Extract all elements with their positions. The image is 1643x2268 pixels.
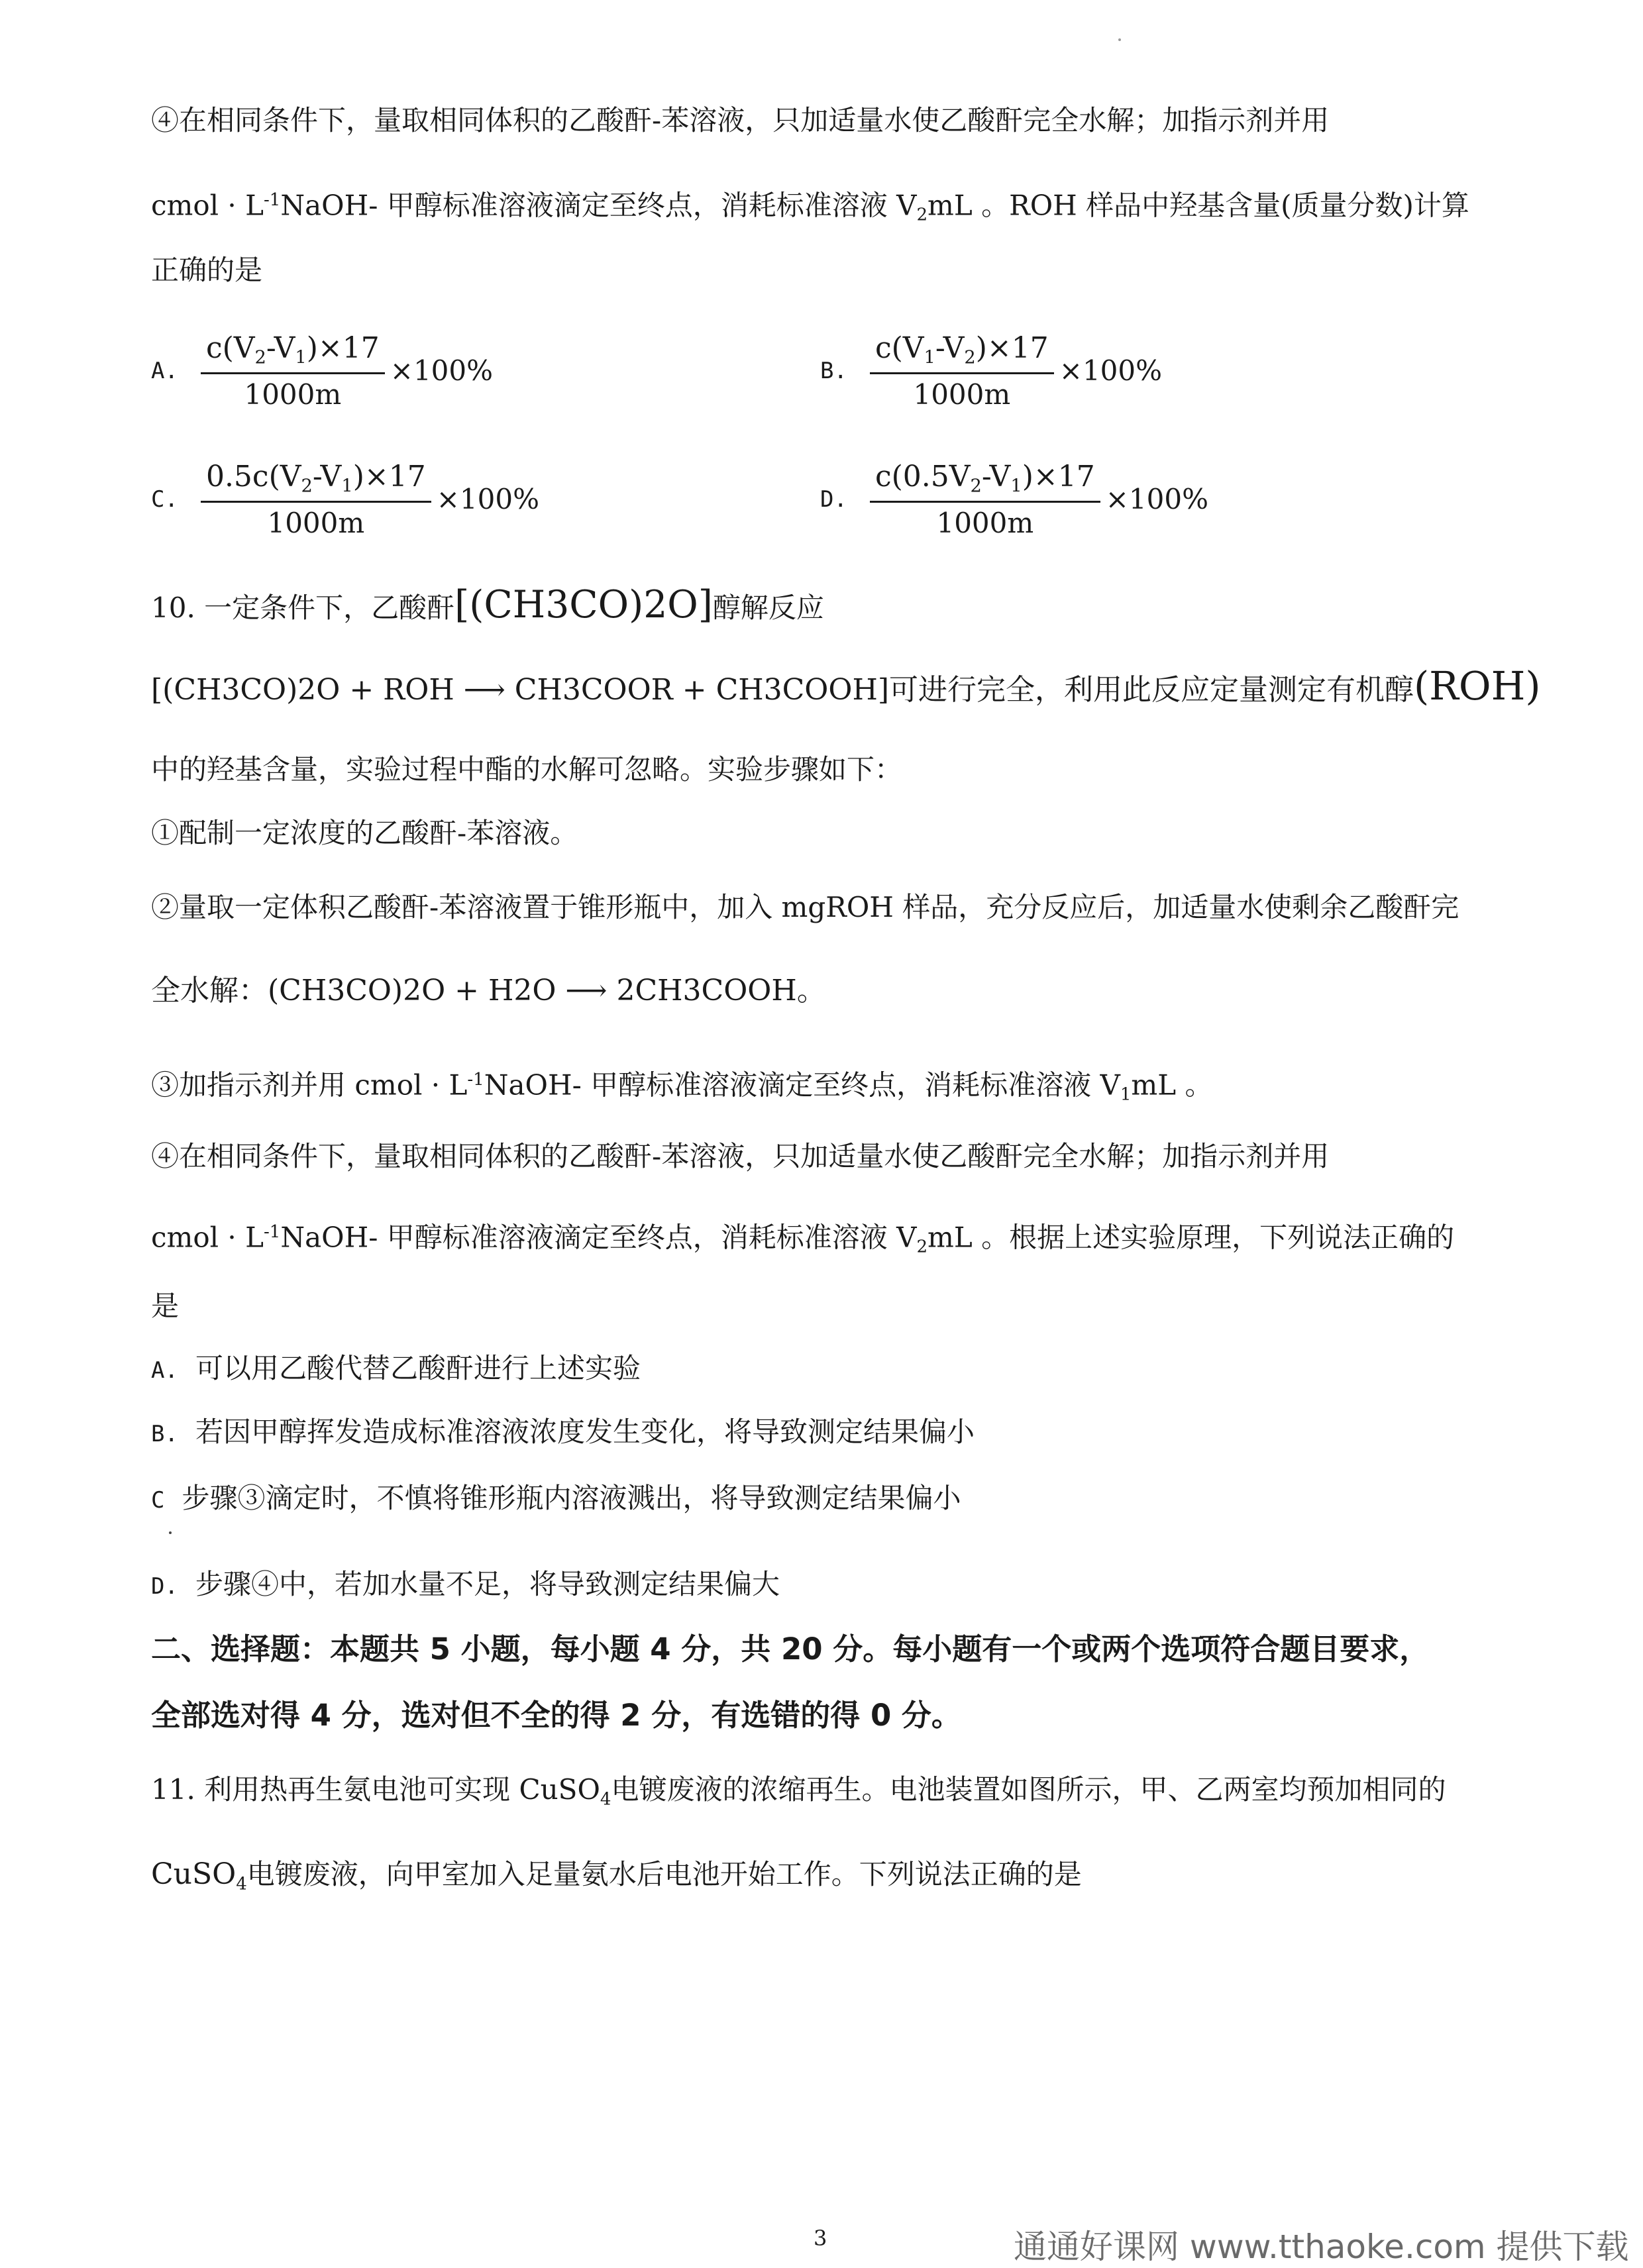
subscript: 2 bbox=[964, 347, 976, 368]
section2-heading-line2: 全部选对得 4 分，选对但不全的得 2 分，有选错的得 0 分。 bbox=[151, 1698, 961, 1733]
numerator bbox=[201, 460, 431, 503]
numerator-text: -V bbox=[266, 331, 295, 365]
formula: [(CH3CO)2O] bbox=[454, 583, 713, 627]
scan-speck bbox=[169, 1531, 172, 1534]
equation: [(CH3CO)2O + ROH ⟶ CH3COOR + CH3COOH] bbox=[151, 673, 889, 707]
option-label: A. bbox=[151, 357, 178, 384]
text: 可进行完全，利用此反应定量测定有机醇 bbox=[889, 673, 1414, 707]
numerator-text: c(V bbox=[205, 331, 255, 365]
text: NaOH- 甲醇标准溶液滴定至终点，消耗标准溶液 V bbox=[280, 1221, 917, 1254]
text: 电镀废液的浓缩再生。电池装置如图所示，甲、乙两室均预加相同的 bbox=[611, 1773, 1446, 1806]
option-label: A. bbox=[151, 1357, 178, 1384]
option-label: C. bbox=[151, 486, 178, 513]
section2-heading-line1: 二、选择题：本题共 5 小题，每小题 4 分，共 20 分。每小题有一个或两个选项符合题目要求， bbox=[151, 1631, 1430, 1667]
option-text: 可以用乙酸代替乙酸酐进行上述实验 bbox=[195, 1352, 641, 1384]
text: 电镀废液，向甲室加入足量氨水后电池开始工作。下列说法正确的是 bbox=[246, 1858, 1082, 1890]
numerator-text: -V bbox=[935, 331, 965, 365]
scan-speck bbox=[1118, 38, 1121, 41]
q10-stem-line2 bbox=[151, 664, 1541, 710]
option-text: 若因甲醇挥发造成标准溶液浓度发生变化，将导致测定结果偏小 bbox=[195, 1416, 975, 1448]
denominator: 1000m bbox=[936, 506, 1034, 539]
percent-factor: ×100% bbox=[390, 354, 494, 387]
q9-option-c[interactable] bbox=[151, 460, 539, 539]
subscript: 1 bbox=[924, 347, 935, 368]
q11-stem-line2 bbox=[151, 1855, 1082, 1904]
q9-step4-line1: ④在相同条件下，量取相同体积的乙酸酐-苯溶液，只加适量水使乙酸酐完全水解；加指示剂并用 bbox=[151, 104, 1330, 136]
numerator bbox=[870, 460, 1100, 503]
q10-step2-line1: ②量取一定体积乙酸酐-苯溶液置于锥形瓶中，加入 mgROH 样品，充分反应后，加适量水使剩余乙酸酐完 bbox=[151, 891, 1459, 923]
q10-option-a[interactable] bbox=[151, 1349, 641, 1390]
option-text: 步骤④中，若加水量不足，将导致测定结果偏大 bbox=[195, 1568, 780, 1600]
subscript: 1 bbox=[295, 347, 307, 368]
denominator: 1000m bbox=[913, 378, 1011, 411]
subscript: 2 bbox=[970, 476, 982, 497]
q10-step4-line3: 是 bbox=[151, 1290, 180, 1322]
numerator bbox=[870, 331, 1054, 374]
percent-factor: ×100% bbox=[1105, 483, 1208, 516]
option-text: 步骤③滴定时，不慎将锥形瓶内溶液溅出，将导致测定结果偏小 bbox=[182, 1482, 961, 1514]
numerator-text: 0.5c(V bbox=[205, 460, 301, 493]
numerator-text: )×17 bbox=[975, 331, 1049, 365]
subscript: 2 bbox=[916, 1237, 928, 1257]
text: mL 。根据上述实验原理，下列说法正确的 bbox=[928, 1221, 1455, 1254]
q9-option-d[interactable] bbox=[820, 460, 1208, 539]
option-label: D. bbox=[820, 486, 847, 513]
superscript: -1 bbox=[264, 1222, 281, 1242]
denominator: 1000m bbox=[244, 378, 342, 411]
q10-option-c[interactable] bbox=[151, 1478, 961, 1520]
q9-option-a[interactable] bbox=[151, 331, 493, 411]
option-label: D. bbox=[151, 1573, 178, 1600]
fraction bbox=[201, 331, 385, 411]
percent-factor: ×100% bbox=[436, 483, 539, 516]
text: CuSO bbox=[151, 1857, 237, 1891]
formula: (ROH) bbox=[1414, 664, 1541, 709]
option-label: B. bbox=[820, 357, 847, 384]
numerator bbox=[201, 331, 385, 374]
q9-option-b[interactable] bbox=[820, 331, 1162, 411]
numerator-text: )×17 bbox=[306, 331, 380, 365]
numerator-text: )×17 bbox=[1022, 460, 1095, 493]
numerator-text: -V bbox=[312, 460, 342, 493]
numerator-text: )×17 bbox=[352, 460, 426, 493]
text: 全水解： bbox=[151, 974, 268, 1007]
page-number: 3 bbox=[814, 2226, 827, 2251]
option-label: B. bbox=[151, 1421, 178, 1447]
subscript: 2 bbox=[916, 205, 928, 225]
q10-step3 bbox=[151, 1060, 1212, 1115]
fraction bbox=[201, 460, 431, 539]
denominator: 1000m bbox=[267, 506, 365, 539]
q10-step1: ①配制一定浓度的乙酸酐-苯溶液。 bbox=[151, 817, 578, 849]
text: cmol · L bbox=[151, 189, 264, 222]
text: mL 。ROH 样品中羟基含量(质量分数)计算 bbox=[928, 189, 1469, 222]
subscript: 2 bbox=[301, 476, 313, 497]
q10-step4-line1: ④在相同条件下，量取相同体积的乙酸酐-苯溶液，只加适量水使乙酸酐完全水解；加指示剂并用 bbox=[151, 1140, 1330, 1172]
q10-step4-line2 bbox=[151, 1212, 1454, 1267]
percent-factor: ×100% bbox=[1059, 354, 1163, 387]
text: mL 。 bbox=[1131, 1068, 1213, 1102]
subscript: 2 bbox=[254, 347, 266, 368]
superscript: -1 bbox=[467, 1070, 484, 1090]
text: 11. 利用热再生氨电池可实现 CuSO bbox=[151, 1773, 600, 1806]
q10-step2-line2 bbox=[151, 971, 826, 1011]
text: cmol · L bbox=[151, 1221, 264, 1254]
equation: (CH3CO)2O + H2O ⟶ 2CH3COOH bbox=[268, 974, 797, 1007]
fraction bbox=[870, 331, 1054, 411]
q10-stem-line1 bbox=[151, 583, 824, 628]
q10-option-d[interactable] bbox=[151, 1565, 780, 1606]
superscript: -1 bbox=[264, 190, 281, 210]
text: NaOH- 甲醇标准溶液滴定至终点，消耗标准溶液 V bbox=[280, 189, 917, 222]
q9-step4-line3: 正确的是 bbox=[151, 254, 263, 286]
numerator-text: c(V bbox=[874, 331, 924, 365]
numerator-text: -V bbox=[981, 460, 1011, 493]
text: ③加指示剂并用 cmol · L bbox=[151, 1068, 468, 1102]
text: 。 bbox=[796, 974, 826, 1007]
subscript: 1 bbox=[1010, 476, 1022, 497]
option-label: C bbox=[151, 1487, 165, 1514]
q10-option-b[interactable] bbox=[151, 1412, 975, 1454]
subscript: 1 bbox=[341, 476, 353, 497]
q9-step4-line2 bbox=[151, 180, 1469, 235]
numerator-text: c(0.5V bbox=[874, 460, 971, 493]
subscript: 4 bbox=[236, 1874, 247, 1894]
subscript: 4 bbox=[600, 1789, 611, 1810]
fraction bbox=[870, 460, 1100, 539]
text: 醇解反应 bbox=[712, 592, 824, 624]
q10-stem-line3: 中的羟基含量，实验过程中酯的水解可忽略。实验步骤如下： bbox=[151, 753, 903, 786]
text: 10. 一定条件下，乙酸酐 bbox=[151, 592, 455, 624]
q11-stem-line1 bbox=[151, 1770, 1446, 1819]
watermark: 通通好课网 www.tthaoke.com 提供下载 bbox=[1014, 2228, 1629, 2266]
subscript: 1 bbox=[1120, 1084, 1132, 1105]
text: NaOH- 甲醇标准溶液滴定至终点，消耗标准溶液 V bbox=[484, 1068, 1120, 1102]
